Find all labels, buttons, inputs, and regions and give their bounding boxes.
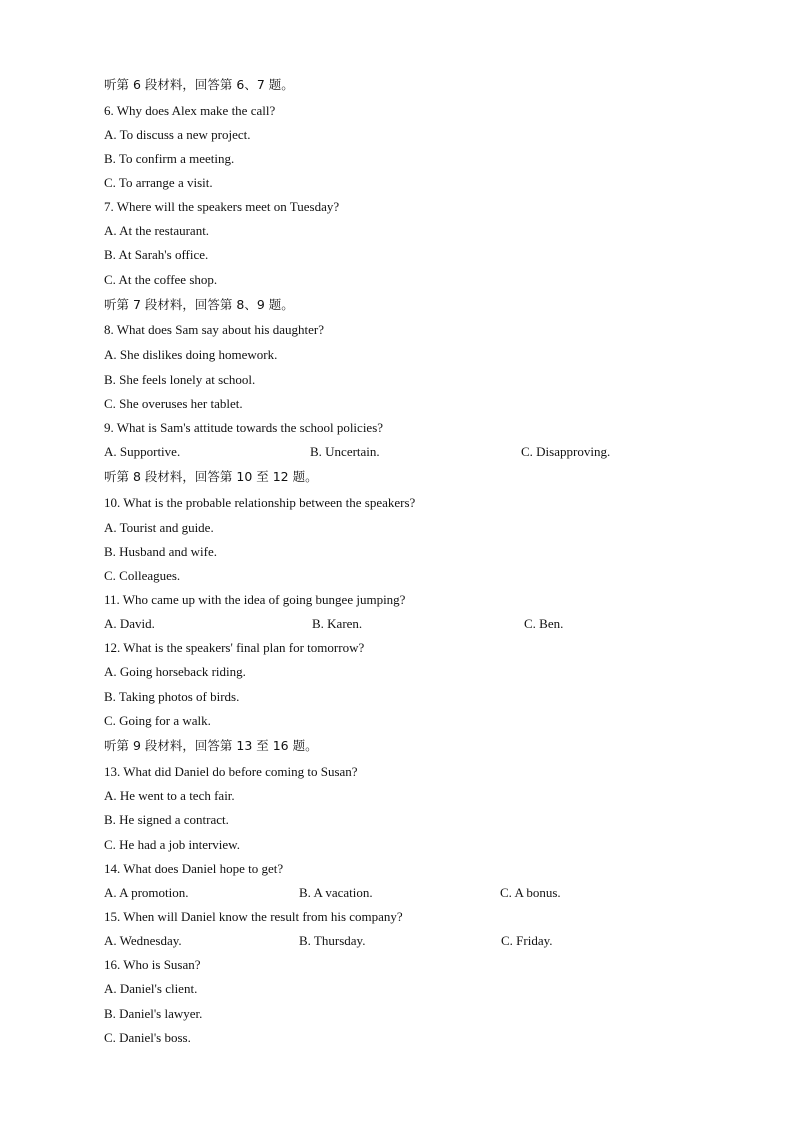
answer-options-row	[104, 442, 664, 462]
answer-option: B. To confirm a meeting.	[104, 151, 235, 166]
section-heading: 听第 8 段材料，回答第 10 至 12 题。	[104, 469, 318, 484]
answer-options-row	[104, 883, 664, 903]
question-prompt: 6. Why does Alex make the call?	[104, 103, 276, 118]
answer-option: A. Daniel's client.	[104, 981, 198, 996]
answer-option: C. A bonus.	[500, 885, 561, 900]
answer-options-row	[104, 614, 664, 634]
answer-option: C. Going for a walk.	[104, 713, 211, 728]
section-heading: 听第 7 段材料，回答第 8、9 题。	[104, 297, 294, 312]
answer-option: B. Taking photos of birds.	[104, 689, 240, 704]
question-prompt: 12. What is the speakers' final plan for tomorrow?	[104, 640, 365, 655]
answer-option: B. He signed a contract.	[104, 812, 229, 827]
answer-option: B. Karen.	[312, 616, 363, 631]
answer-option: C. Colleagues.	[104, 568, 181, 583]
answer-option: C. Friday.	[501, 933, 553, 948]
section-heading: 听第 6 段材料，回答第 6、7 题。	[104, 77, 294, 92]
answer-option: B. Uncertain.	[310, 444, 380, 459]
answer-option: A. To discuss a new project.	[104, 127, 251, 142]
question-prompt: 14. What does Daniel hope to get?	[104, 861, 284, 876]
answer-option: A. Going horseback riding.	[104, 664, 246, 679]
answer-option: B. Husband and wife.	[104, 544, 218, 559]
question-prompt: 7. Where will the speakers meet on Tuesday?	[104, 199, 340, 214]
answer-options-row	[104, 931, 664, 951]
answer-option: A. At the restaurant.	[104, 223, 210, 238]
question-prompt: 8. What does Sam say about his daughter?	[104, 322, 324, 337]
answer-option: C. Daniel's boss.	[104, 1030, 191, 1045]
question-prompt: 13. What did Daniel do before coming to Susan?	[104, 764, 358, 779]
answer-option: A. Tourist and guide.	[104, 520, 214, 535]
answer-option: C. At the coffee shop.	[104, 272, 218, 287]
answer-option: C. He had a job interview.	[104, 837, 240, 852]
section-heading: 听第 9 段材料，回答第 13 至 16 题。	[104, 738, 318, 753]
question-prompt: 16. Who is Susan?	[104, 957, 201, 972]
answer-option: C. She overuses her tablet.	[104, 396, 243, 411]
answer-option: B. Daniel's lawyer.	[104, 1006, 203, 1021]
answer-option: C. Disapproving.	[521, 444, 611, 459]
answer-option: B. A vacation.	[299, 885, 373, 900]
answer-option: B. Thursday.	[299, 933, 366, 948]
question-prompt: 9. What is Sam's attitude towards the school policies?	[104, 420, 384, 435]
answer-option: C. Ben.	[524, 616, 564, 631]
question-prompt: 15. When will Daniel know the result from his company?	[104, 909, 403, 924]
answer-option: A. Supportive.	[104, 444, 181, 459]
answer-option: A. He went to a tech fair.	[104, 788, 235, 803]
answer-option: B. At Sarah's office.	[104, 247, 209, 262]
answer-option: B. She feels lonely at school.	[104, 372, 256, 387]
question-prompt: 10. What is the probable relationship between the speakers?	[104, 495, 416, 510]
answer-option: C. To arrange a visit.	[104, 175, 213, 190]
answer-option: A. David.	[104, 616, 155, 631]
answer-option: A. Wednesday.	[104, 933, 182, 948]
answer-option: A. A promotion.	[104, 885, 189, 900]
answer-option: A. She dislikes doing homework.	[104, 347, 278, 362]
question-prompt: 11. Who came up with the idea of going bungee jumping?	[104, 592, 406, 607]
